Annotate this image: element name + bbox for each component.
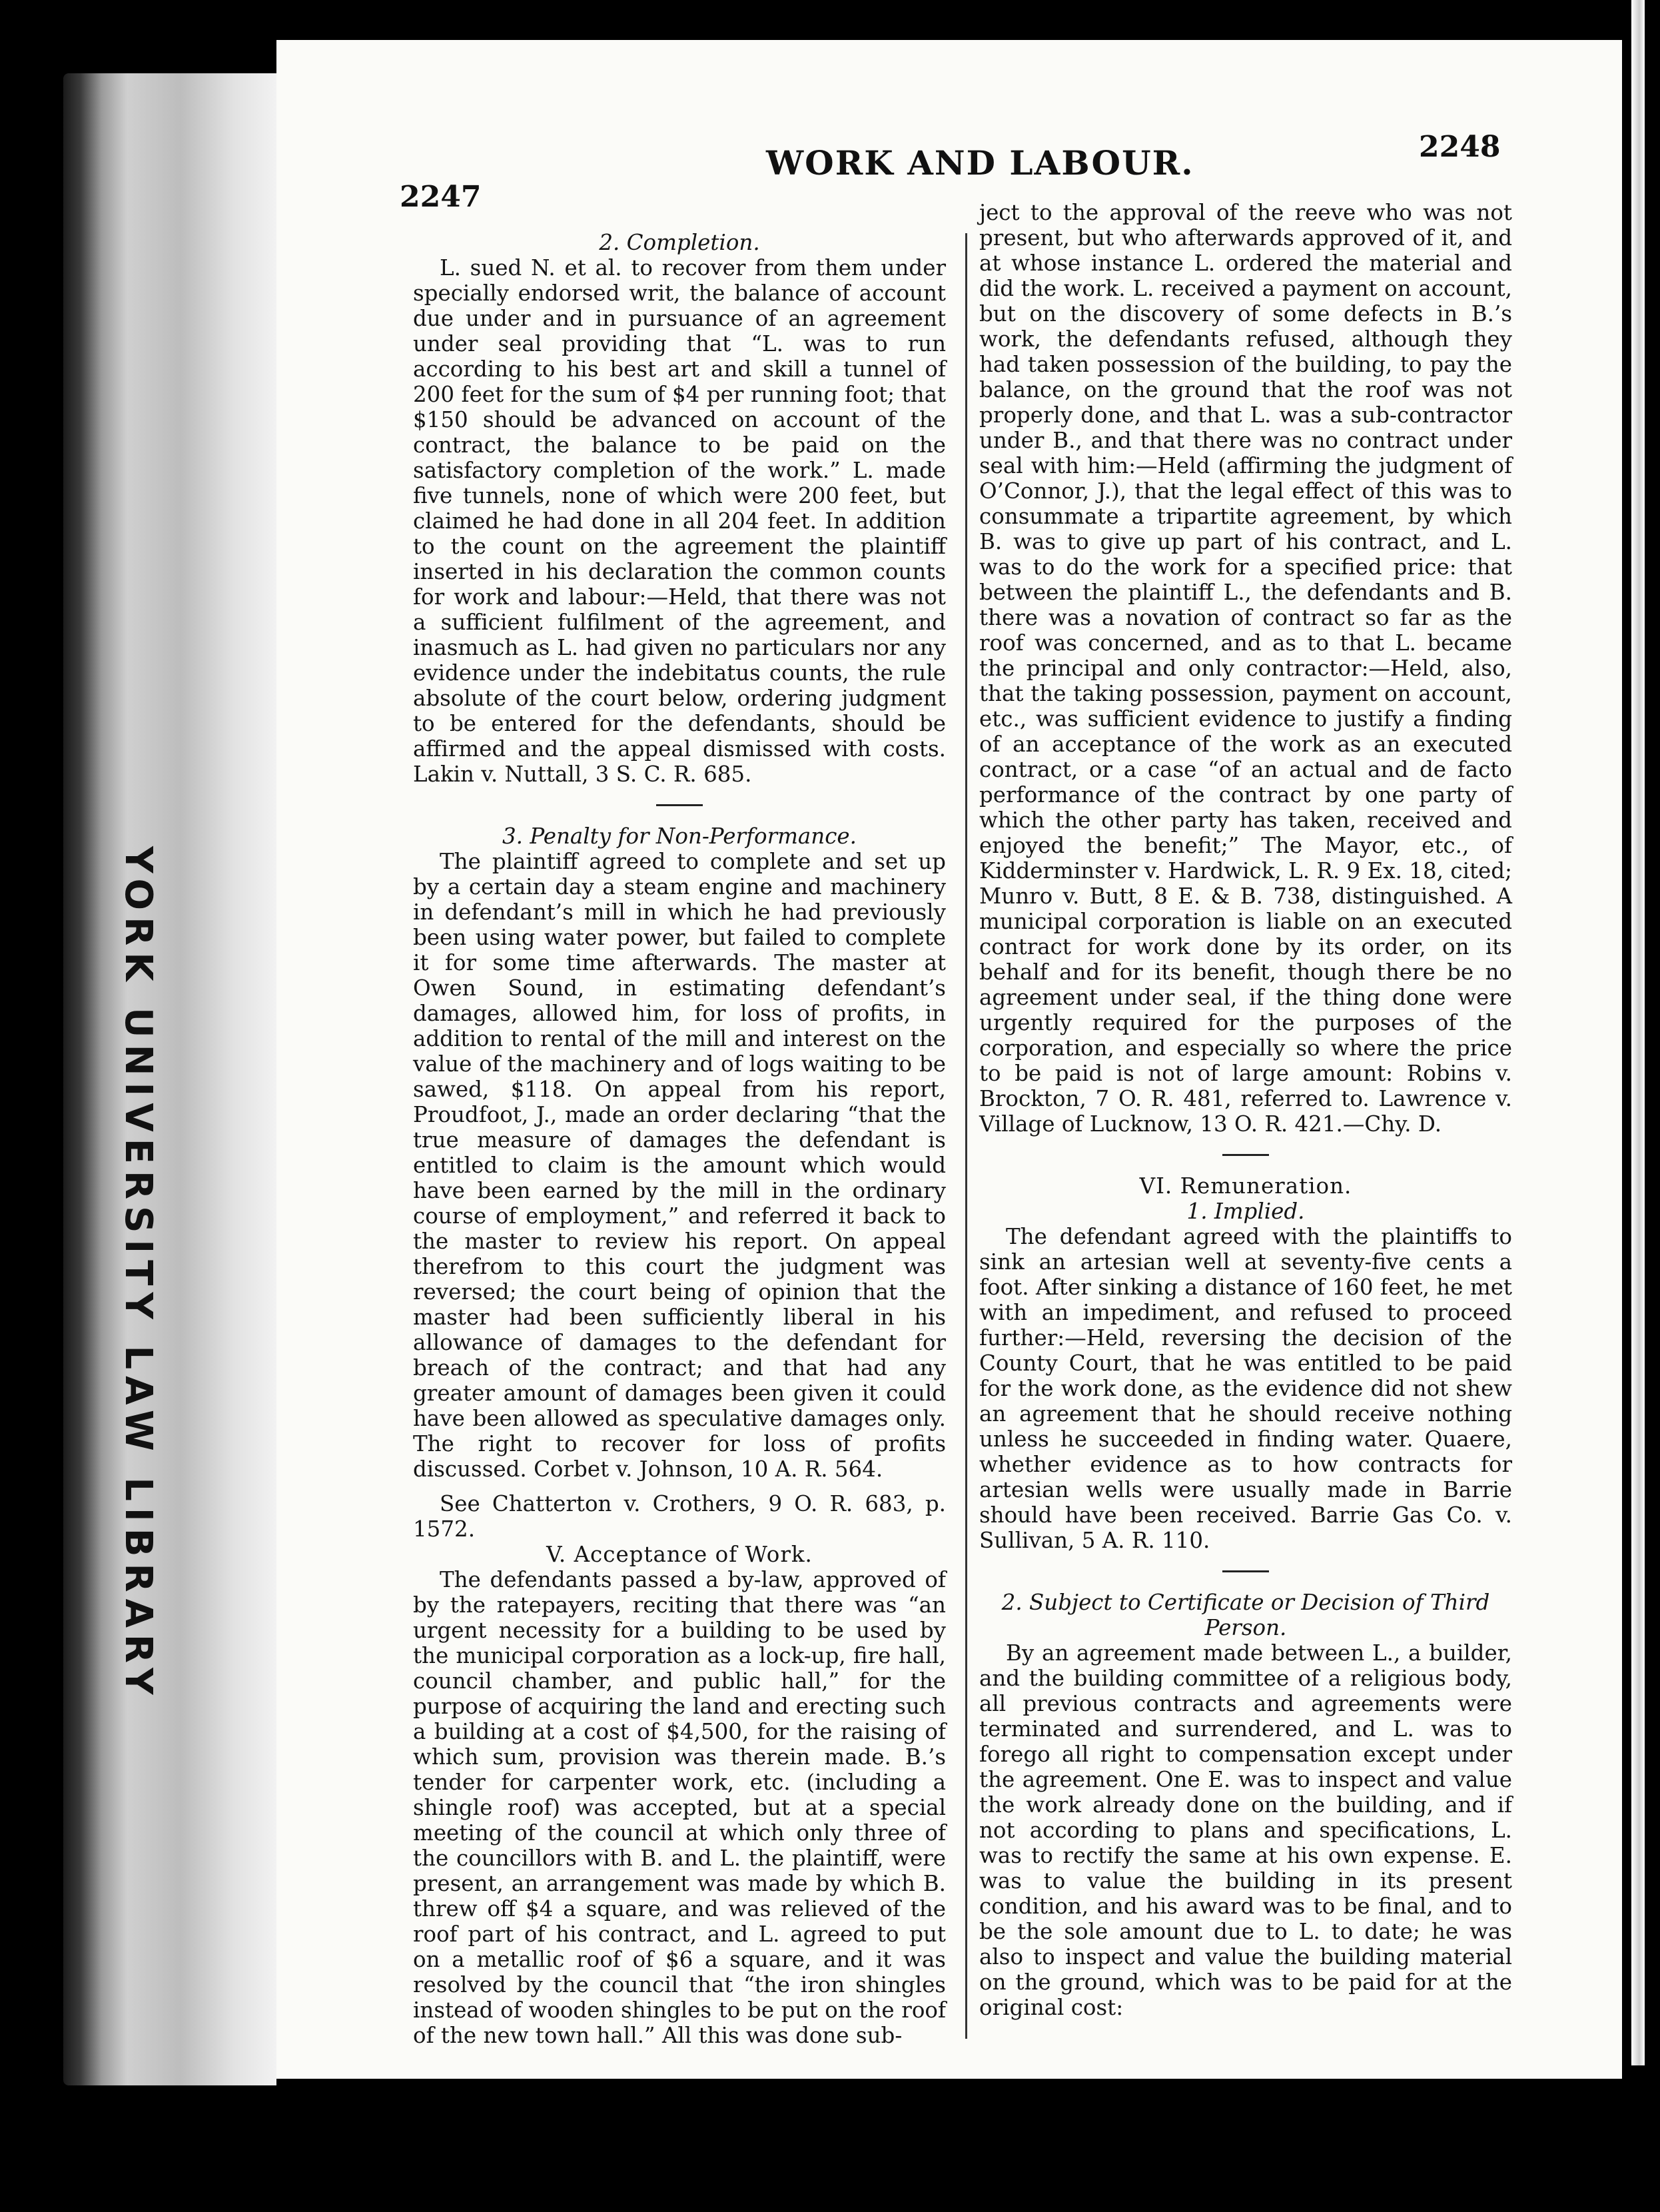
right-page-number: 2248 [1419, 130, 1501, 164]
certificate-paragraph: By an agreement made between L., a builder, and the building committee of a religious body, all previous contracts and agreements were terminated and surrendered, and L. was to forego all right to compensation except under the agreement. One E. was to inspect and value the work already done on the building, and if not according to plans and specifications, L. was to rectify the same at his own expense. E. was to value the building in its present condition, and his award was to be final, and to be the sole amount due to L. to date; he was also to inspect and value the building material on the ground, which was to be paid for at the original cost: [979, 1640, 1512, 2020]
library-stamp: YORK UNIVERSITY LAW LIBRARY [117, 846, 160, 1702]
left-page-number: 2247 [400, 180, 482, 214]
book-page-edges [63, 73, 276, 2085]
section-rule [1222, 1570, 1269, 1572]
section-rule [656, 804, 703, 806]
penalty-see-also: See Chatterton v. Crothers, 9 O. R. 683, p. 1572. [413, 1491, 946, 1542]
completion-paragraph: L. sued N. et al. to recover from them under specially endorsed writ, the balance of account due under and in pursuance of an agreement under seal providing that “L. was to run according to his best art and skill a tunnel of 200 feet for the sum of $4 per running foot; that $150 should be advanced on account of the contract, the balance to be paid on the satisfactory completion of the work.” L. made five tunnels, none of which were 200 feet, but claimed he had done in all 204 feet. In addition to the count on the agreement the plaintiff inserted in his declaration the common counts for work and labour:—Held, that there was not a sufficient fulfilment of the agreement, and inasmuch as L. had given no particulars nor any evidence under the indebitatus counts, the rule absolute of the court below, ordering judgment to be entered for the defendants, should be affirmed and the appeal dismissed with costs. Lakin v. Nuttall, 3 S. C. R. 685. [413, 255, 946, 787]
acceptance-paragraph: The defendants passed a by-law, approved of by the ratepayers, reciting that there was “an urgent necessity for a building to be used by the municipal corporation as a lock-up, fire hall, council chamber, and public hall,” for the purpose of acquiring the land and erecting such a building at a cost of $4,500, for the raising of which sum, provision was therein made. B.’s tender for carpenter work, etc. (including a shingle roof) was accepted, but at a special meeting of the council at which only three of the councillors with B. and L. the plaintiff, were present, an arrangement was made by which B. threw off $4 a square, and was relieved of the roof part of his contract, and L. agreed to put on a metallic roof of $6 a square, and it was resolved by the council that “the iron shingles instead of wooden shingles to be put on the roof of the new town hall.” All this was done sub- [413, 1567, 946, 2048]
facing-page-edge [1622, 0, 1660, 2212]
column-divider [965, 233, 967, 2039]
right-column [979, 200, 1512, 2020]
penalty-heading: 3. Penalty for Non-Performance. [502, 824, 857, 849]
acceptance-continued-paragraph: ject to the approval of the reeve who was not present, but who afterwards approved of it, and at whose instance L. ordered the material and did the work. L. received a payment on account, but on the discovery of some defects in B.’s work, the defendants refused, although they had taken possession of the building, to pay the balance, on the ground that the roof was not properly done, and that L. was a sub-contractor under B., and that there was no contract under seal with him:—Held (affirming the judgment of O’Connor, J.), that the legal effect of this was to consummate a tripartite agreement, by which B. was to give up part of his contract, and L. was to do the work for a specified price: that between the plaintiff L., the defendants and B. there was a novation of contract so far as the roof was concerned, and as to that L. became the principal and only contractor:—Held, also, that the taking possession, payment on account, etc., was sufficient evidence to justify a finding of an acceptance of the work as an executed contract, or a case “of an actual and de facto performance of the contract by one party of which the other party has taken, received and enjoyed the benefit;” The Mayor, etc., of Kidderminster v. Hardwick, L. R. 9 Ex. 18, cited; Munro v. Butt, 8 E. & B. 738, distinguished. A municipal corporation is liable on an executed contract for work done by its order, on its behalf and for its benefit, though there be no agreement under seal, if the thing done were urgently required for the purposes of the corporation, and especially so where the price to be paid is not of large amount: Robins v. Brockton, 7 O. R. 481, referred to. Lawrence v. Village of Lucknow, 13 O. R. 421.—Chy. D. [979, 200, 1512, 1137]
implied-heading: 1. Implied. [1186, 1199, 1305, 1224]
remuneration-section-heading: VI. Remuneration. [1139, 1173, 1352, 1199]
certificate-heading: 2. Subject to Certificate or Decision of Third Person. [1001, 1590, 1490, 1640]
left-column [413, 230, 946, 2048]
acceptance-heading: V. Acceptance of Work. [546, 1542, 813, 1567]
implied-paragraph: The defendant agreed with the plaintiffs to sink an artesian well at seventy-five cents a foot. After sinking a distance of 160 feet, he met with an impediment, and refused to proceed further:—Held, reversing the decision of the County Court, that he was entitled to be paid for the work done, as the evidence did not shew an agreement that he should receive nothing unless he succeeded in finding water. Quaere, whether evidence as to how contracts for artesian wells were usually made in Barrie should have been received. Barrie Gas Co. v. Sullivan, 5 A. R. 110. [979, 1224, 1512, 1553]
running-title: WORK AND LABOUR. [766, 143, 1194, 183]
completion-heading: 2. Completion. [599, 230, 760, 255]
penalty-paragraph: The plaintiff agreed to complete and set up by a certain day a steam engine and machinery in defendant’s mill in which he had previously been using water power, but failed to complete it for some time afterwards. The master at Owen Sound, in estimating defendant’s damages, allowed him, for loss of profits, in addition to rental of the mill and interest on the value of the machinery and of logs waiting to be sawed, $118. On appeal from his report, Proudfoot, J., made an order declaring “that the true measure of damages the defendant is entitled to claim is the amount which would have been earned by the mill in the ordinary course of employment,” and referred it back to the master to review his report. On appeal therefrom to this court the judgment was reversed; the court being of opinion that the master had been sufficiently liberal in his allowance of damages to the defendant for breach of the contract; and that had any greater amount of damages been given it could have been allowed as speculative damages only. The right to recover for loss of profits discussed. Corbet v. Johnson, 10 A. R. 564. [413, 849, 946, 1482]
section-rule [1222, 1154, 1269, 1156]
